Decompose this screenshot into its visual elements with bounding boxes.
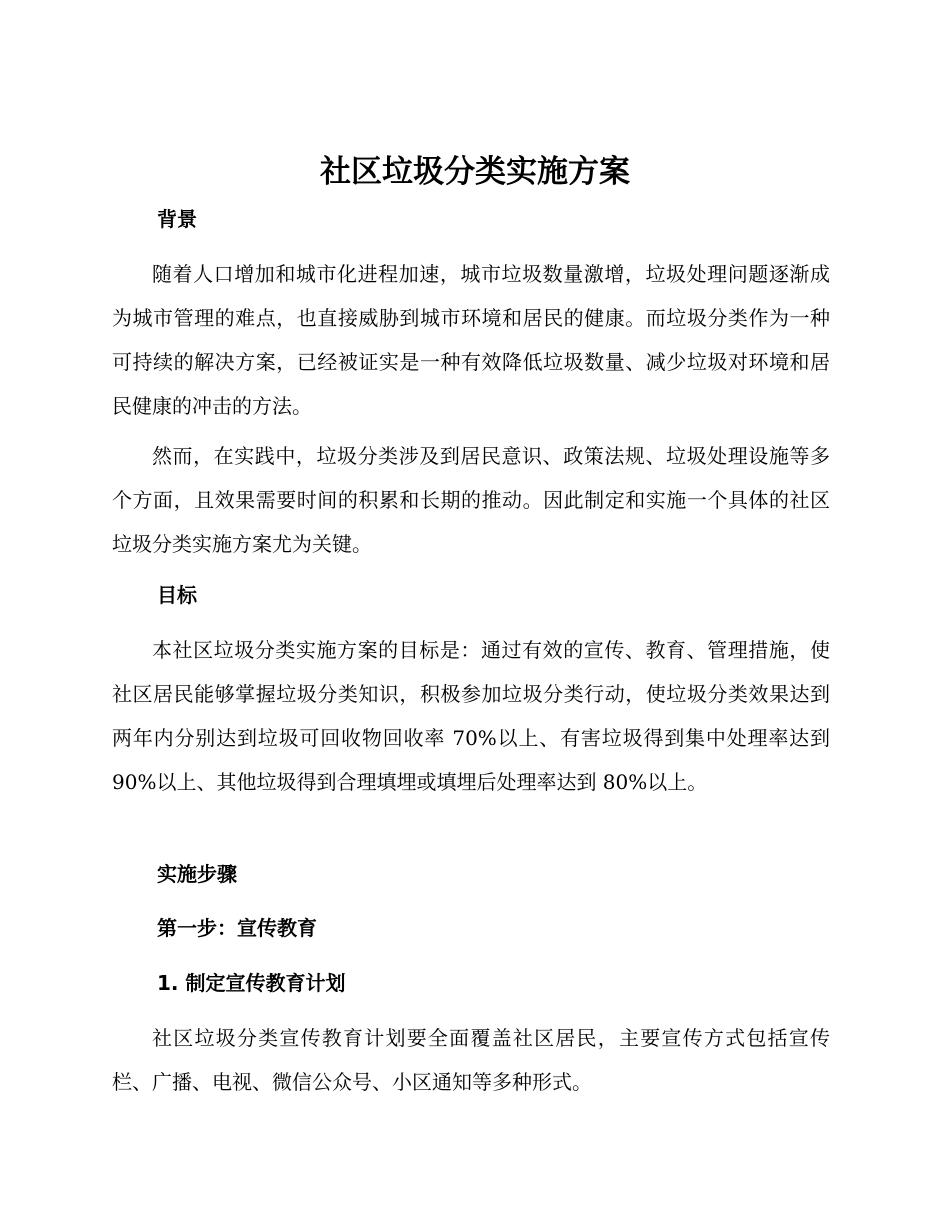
paragraph-background-1: 随着人口增加和城市化进程加速，城市垃圾数量激增，垃圾处理问题逐渐成为城市管理的难点，也直接威胁到城市环境和居民的健康。而垃圾分类作为一种可持续的解决方案，已经被证实是一种有效降低垃圾数量、减少垃圾对环境和居民健康的冲击的方法。 [112, 262, 830, 418]
paragraph-background-2: 然而，在实践中，垃圾分类涉及到居民意识、政策法规、垃圾处理设施等多个方面，且效果需要时间的积累和长期的推动。因此制定和实施一个具体的社区垃圾分类实施方案尤为关键。 [112, 444, 830, 556]
section-heading-background: 背景 [157, 207, 197, 231]
document-title: 社区垃圾分类实施方案 [320, 154, 630, 190]
sub-heading-1: 1. 制定宣传教育计划 [157, 971, 346, 995]
step-heading-1: 第一步：宣传教育 [157, 916, 317, 940]
section-heading-goal: 目标 [157, 583, 197, 607]
paragraph-steps-1: 社区垃圾分类宣传教育计划要全面覆盖社区居民，主要宣传方式包括宣传栏、广播、电视、微信公众号、小区通知等多种形式。 [112, 1026, 830, 1094]
section-heading-steps: 实施步骤 [157, 862, 237, 886]
paragraph-goal-1: 本社区垃圾分类实施方案的目标是：通过有效的宣传、教育、管理措施，使社区居民能够掌握垃圾分类知识，积极参加垃圾分类行动，使垃圾分类效果达到两年内分别达到垃圾可回收物回收率 70%以上、有害垃圾得到集中处理率达到 90%以上、其他垃圾得到合理填埋或填埋后处理率达到 80%以上。 [112, 638, 830, 794]
